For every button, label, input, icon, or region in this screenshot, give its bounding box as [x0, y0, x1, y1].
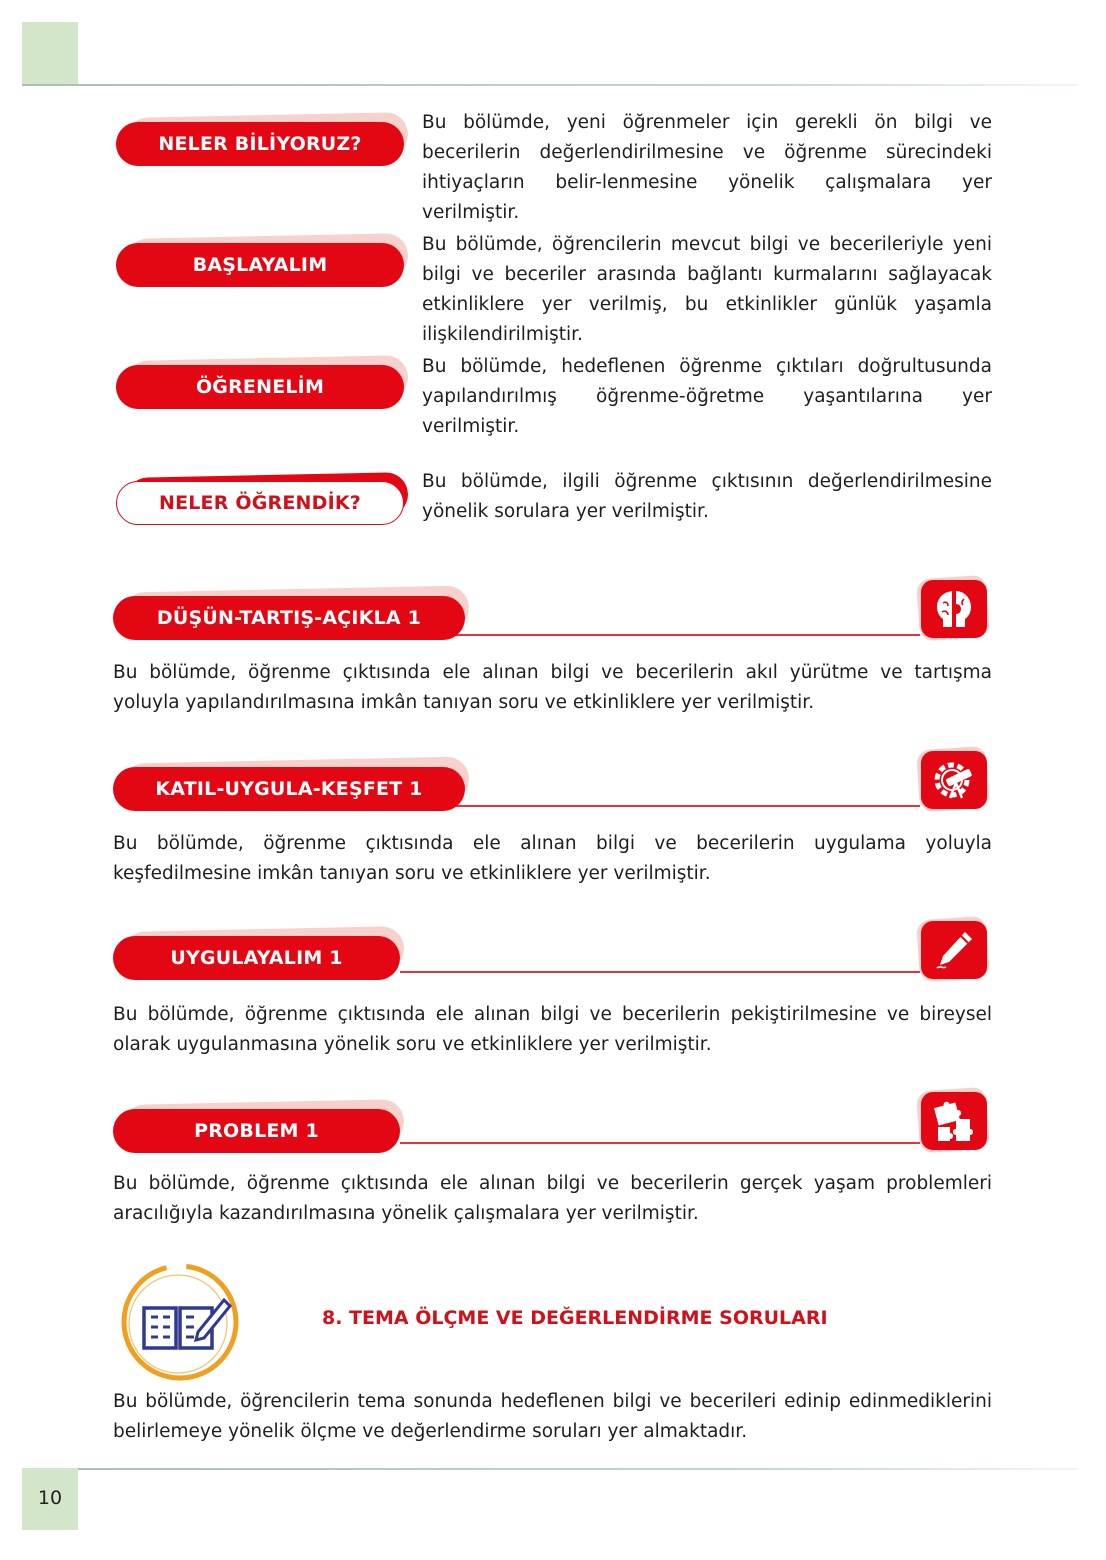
desc-baslayalim: Bu bölümde, öğrencilerin mevcut bilgi ve becerileriyle yeni bilgi ve beceriler arasında bağlantı kurmalarını sağlayacak etkinliklere yer verilmiş, bu etkinlikler günlük yaşamla ilişkilendirilmiştir. — [422, 234, 992, 345]
label-neler-biliyoruz — [116, 122, 404, 166]
label-text: PROBLEM 1 — [113, 1109, 400, 1153]
label-uygulayalim — [113, 936, 400, 980]
book-pencil-icon — [118, 1260, 242, 1384]
top-corner-box — [22, 22, 78, 84]
bottom-divider — [22, 1468, 1078, 1470]
label-text: DÜŞÜN-TARTIŞ-AÇIKLA 1 — [113, 596, 465, 640]
label-problem — [113, 1109, 400, 1153]
desc-problem: Bu bölümde, öğrenme çıktısında ele alınan bilgi ve becerilerin gerçek yaşam problemleri aracılığıyla kazandırılmasına yönelik çalışmalara yer verilmiştir. — [113, 1173, 992, 1224]
label-text: NELER ÖĞRENDİK? — [116, 481, 404, 525]
desc-assessment: Bu bölümde, öğrencilerin tema sonunda hedeflenen bilgi ve becerileri edinip edinmediklerini belirlemeye yönelik ölçme ve değerlendirme soruları yer almaktadır. — [113, 1391, 992, 1442]
pencil-icon — [918, 918, 988, 980]
desc-katil-uygula-kesfet: Bu bölümde, öğrenme çıktısında ele alınan bilgi ve becerilerin uygulama yoluyla keşfedilmesine imkân tanıyan soru ve etkinliklere yer verilmiştir. — [113, 833, 992, 884]
desc-uygulayalim: Bu bölümde, öğrenme çıktısında ele alınan bilgi ve becerilerin pekiştirilmesine ve bireysel olarak uygulanmasına yönelik soru ve etkinliklere yer verilmiştir. — [113, 1004, 992, 1055]
gear-telescope-icon — [918, 748, 988, 810]
desc-neler-ogrendik: Bu bölümde, ilgili öğrenme çıktısının değerlendirilmesine yönelik sorulara yer verilmiştir. — [422, 471, 992, 522]
section-rule — [400, 971, 920, 973]
label-text: NELER BİLİYORUZ? — [116, 122, 404, 166]
label-text: KATIL-UYGULA-KEŞFET 1 — [113, 767, 465, 811]
label-baslayalim — [116, 243, 404, 287]
label-text: UYGULAYALIM 1 — [113, 936, 400, 980]
desc-neler-biliyoruz: Bu bölümde, yeni öğrenmeler için gerekli ön bilgi ve becerilerin değerlendirilmesine ve öğrenme sürecindeki ihtiyaçların belir-lenmesine yönelik çalışmalara yer verilmiştir. — [422, 112, 992, 223]
section-rule — [400, 634, 920, 636]
section-rule — [400, 1142, 920, 1144]
puzzle-pieces-icon — [918, 1089, 988, 1151]
desc-dusun-tartis-acikla: Bu bölümde, öğrenme çıktısında ele alınan bilgi ve becerilerin akıl yürütme ve tartışma yoluyla yapılandırılmasına imkân tanıyan soru ve etkinliklere yer verilmiştir. — [113, 662, 992, 713]
label-ogrenelim — [116, 365, 404, 409]
label-dusun-tartis-acikla — [113, 596, 465, 640]
brain-puzzle-icon — [918, 577, 988, 639]
assessment-title: 8. TEMA ÖLÇME VE DEĞERLENDİRME SORULARI — [322, 1307, 828, 1329]
page-number: 10 — [37, 1487, 63, 1509]
section-rule — [400, 805, 920, 807]
top-divider — [22, 84, 1078, 86]
label-text: ÖĞRENELİM — [116, 365, 404, 409]
label-text: BAŞLAYALIM — [116, 243, 404, 287]
label-katil-uygula-kesfet — [113, 767, 465, 811]
desc-ogrenelim: Bu bölümde, hedeflenen öğrenme çıktıları doğrultusunda yapılandırılmış öğrenme-öğretme yaşantılarına yer verilmiştir. — [422, 356, 992, 437]
label-neler-ogrendik — [116, 481, 404, 525]
